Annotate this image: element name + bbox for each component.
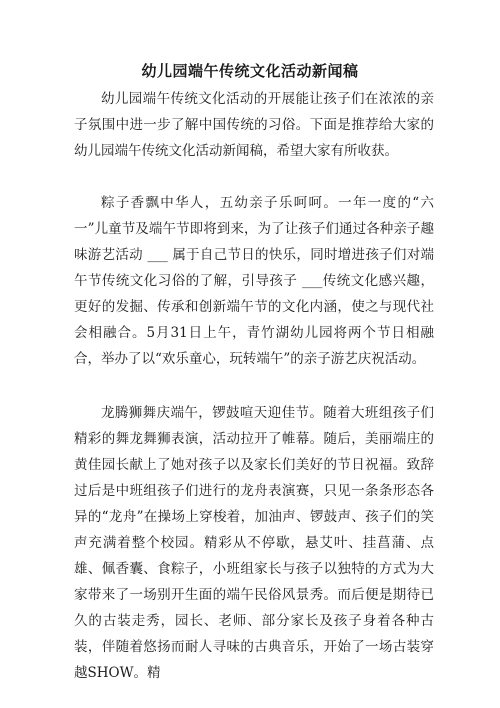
intro-paragraph: 幼儿园端午传统文化活动的开展能让孩子们在浓浓的亲子氛围中进一步了解中国传统的习俗。下面是推荐给大家的幼儿园端午传统文化活动新闻稿，希望大家有所收获。 — [74, 91, 434, 159]
body-paragraph-1: 粽子香飘中华人，五幼亲子乐呵呵。一年一度的“六一”儿童节及端午节即将到来，为了让孩子们通过各种亲子趣味游艺活动 ___ 属于自己节日的快乐，同时增进孩子们对端午节传统文化习俗的了解，引导孩子 ___传统文化感兴趣，更好的发掘、传承和创新端午节的文化内涵，使之与现代社会相融合。5月31日上午，青竹湖幼儿园将两个节日相融合，举办了以“欢乐童心，玩转端午”的亲子游艺庆祝活动。 — [74, 195, 434, 367]
body-paragraph-2: 龙腾狮舞庆端午，锣鼓喧天迎佳节。随着大班组孩子们精彩的舞龙舞狮表演，活动拉开了帷幕。随后，美丽端庄的黄佳园长献上了她对孩子以及家长们美好的节日祝福。致辞过后是中班组孩子们进行的龙舟表演赛，只见一条条形态各异的“龙舟”在操场上穿梭着，加油声、锣鼓声、孩子们的笑声充满着整个校园。精彩从不停歇，悬艾叶、挂菖蒲、点雄、佩香囊、食粽子，小班组家长与孩子以独特的方式为大家带来了一场别开生面的端午民俗风景秀。而后便是期待已久的古装走秀，园长、老师、部分家长及孩子身着各种古装，伴随着悠扬而耐人寻味的古典音乐，开始了一场古装穿越SHOW。精 — [74, 405, 434, 681]
document-title: 幼儿园端午传统文化活动新闻稿 — [141, 62, 359, 80]
